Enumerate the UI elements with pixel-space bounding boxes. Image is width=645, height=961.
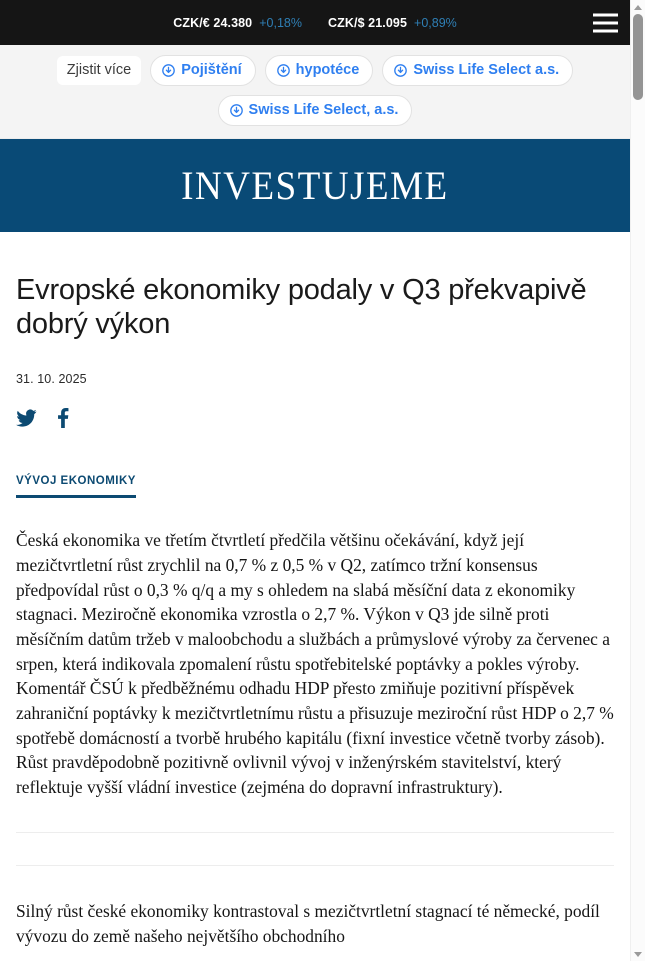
- site-header-band: [0, 139, 630, 232]
- article-body: [16, 528, 614, 800]
- ticker-change-value: +0,18%: [259, 15, 302, 30]
- promo-pill-row-2: [8, 95, 622, 126]
- article-body-continued: [16, 899, 614, 948]
- ticker-pair-label: CZK/€ 24.380: [173, 15, 253, 30]
- ticker-change-value: +0,89%: [414, 15, 457, 30]
- promo-pill-label: Pojištění: [181, 62, 242, 78]
- ticker-item-usd[interactable]: [328, 16, 457, 30]
- article-date: 31. 10. 2025: [16, 372, 87, 387]
- hamburger-menu-icon[interactable]: [593, 13, 618, 32]
- scroll-down-arrow-icon[interactable]: [631, 947, 645, 961]
- article-paragraph-1: Česká ekonomika ve třetím čtvrtletí předčila většinu očekávání, když její mezičtvrtletní růst zrychlil na 0,7 % z 0,5 % v Q2, zatímco tržní konsensus předpovídal růst o 0,3 % q/q a my s ohledem na slabá měsíční data z ekonomiky stagnaci. Meziročně ekonomika vzrostla o 2,7 %. Výkon v Q3 jde silně proti měsíčním datům tržeb v maloobchodu a službách a průmyslové výroby za červenec a srpen, která indikovala zpomalení růstu spotřebitelské poptávky a pokles výroby. Komentář ČSÚ k předběžnému odhadu HDP přesto zmiňuje pozitivní příspěvek zahraniční poptávky k mezičtvrtletnímu růstu a přisuzuje meziroční růst HDP o 2,7 % spotřebě domácností a tvorbě hrubého kapitálu (fixní investice včetně tvorby zásob). Růst pravděpodobně pozitivně ovlivnil vývoj v inženýrském stavitelství, který reflektuje vyšší vládní investice (zejména do dopravní infrastruktury).: [16, 530, 614, 798]
- circle-arrow-down-icon: [394, 64, 407, 77]
- circle-arrow-down-icon: [162, 64, 175, 77]
- circle-arrow-down-icon: [230, 104, 243, 117]
- ticker-item-eur[interactable]: [173, 16, 302, 30]
- promo-pill-pojisteni[interactable]: [150, 55, 255, 86]
- promo-label: Zjistit více: [57, 56, 141, 85]
- scroll-up-arrow-icon[interactable]: [631, 0, 645, 14]
- hamburger-bar: [593, 13, 618, 16]
- article-category-block: [16, 471, 614, 498]
- twitter-icon[interactable]: [16, 409, 37, 427]
- promo-pill-hypotece[interactable]: [265, 55, 374, 86]
- scrollbar-thumb[interactable]: [633, 14, 643, 100]
- site-logo[interactable]: INVESTUJEME: [181, 162, 449, 208]
- promo-pill-label: hypotéce: [295, 62, 360, 78]
- ticker-pair-label: CZK/$ 21.095: [328, 15, 408, 30]
- divider-top: [16, 832, 614, 833]
- article-container: [0, 274, 630, 948]
- promo-pill-label: Swiss Life Select a.s.: [413, 62, 560, 78]
- page-scrollbar[interactable]: [630, 0, 645, 961]
- circle-arrow-down-icon: [277, 64, 290, 77]
- facebook-icon[interactable]: [57, 408, 69, 428]
- hamburger-bar: [593, 21, 618, 24]
- article-paragraph-2: Silný růst české ekonomiky kontrastoval s mezičtvrtletní stagnací té německé, podíl vývozu do země našeho největšího obchodního: [16, 900, 600, 946]
- hamburger-bar: [593, 29, 618, 32]
- ticker-items: [173, 16, 457, 30]
- currency-ticker-bar: [0, 0, 630, 45]
- promo-anchor-strip: [0, 45, 630, 139]
- promo-pill-label: Swiss Life Select, a.s.: [248, 102, 399, 119]
- share-row: [16, 408, 614, 428]
- status-badge[interactable]: VÝVOJ EKONOMIKY: [16, 475, 136, 498]
- promo-pill-swiss-life-select-comma-as[interactable]: [218, 95, 413, 126]
- promo-pill-swiss-life-select-as[interactable]: [382, 55, 573, 86]
- divider-bottom: [16, 865, 614, 866]
- page-title: Evropské ekonomiky podaly v Q3 překvapivě dobrý výkon: [16, 274, 587, 341]
